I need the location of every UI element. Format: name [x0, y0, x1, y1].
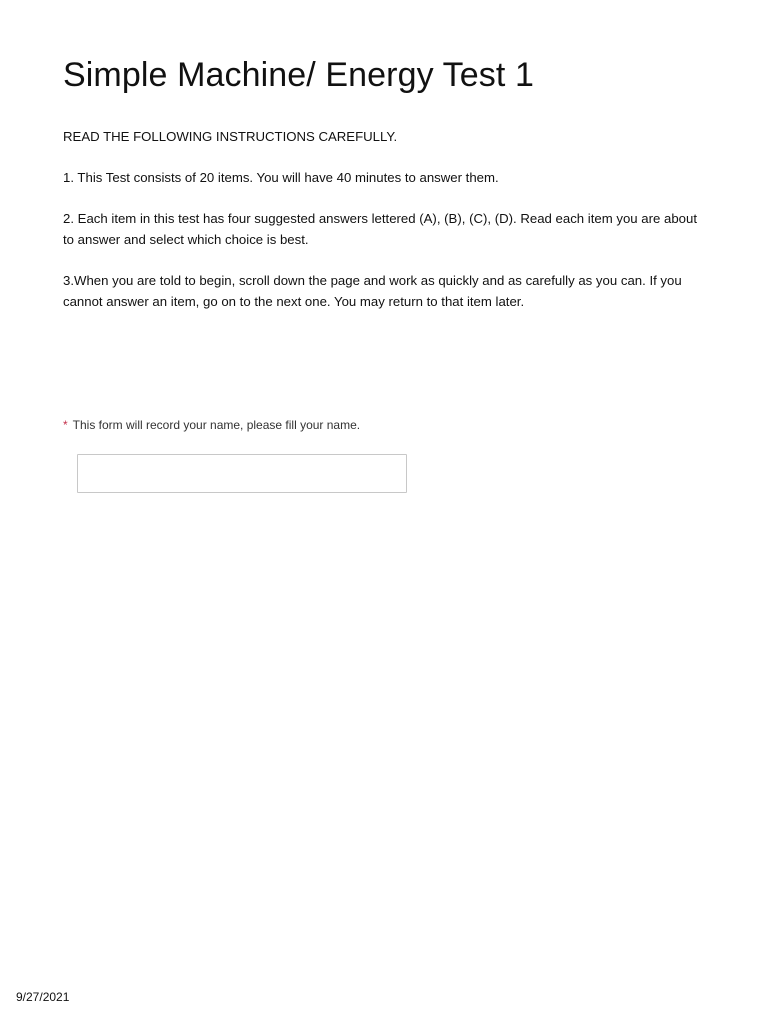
instruction-item: 1. This Test consists of 20 items. You will have 40 minutes to answer them. [63, 170, 499, 185]
name-input[interactable] [77, 454, 407, 493]
instructions-heading: READ THE FOLLOWING INSTRUCTIONS CAREFULLY. [63, 129, 398, 144]
instructions-block [63, 126, 708, 332]
instruction-item: 2. Each item in this test has four suggested answers lettered (A), (B), (C), (D). Read each item you are about to answer and select which choice is best. [63, 211, 698, 247]
question-label: This form will record your name, please fill your name. [72, 418, 361, 432]
instruction-item: 3.When you are told to begin, scroll down the page and work as quickly and as carefully as you can. If you cannot answer an item, go on to the next one. You may return to that item later. [63, 273, 682, 309]
form-title: Simple Machine/ Energy Test 1 [63, 56, 534, 94]
footer-date: 9/27/2021 [16, 990, 70, 1004]
question-label-row [63, 416, 708, 434]
required-marker: * [63, 418, 68, 432]
name-question [63, 416, 708, 434]
